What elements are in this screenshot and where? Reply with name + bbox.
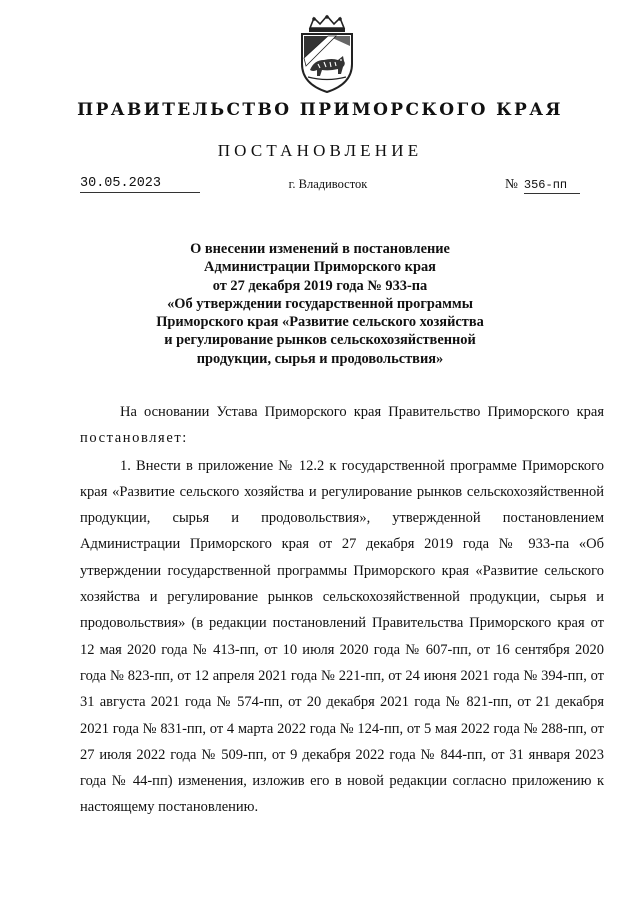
document-city: г. Владивосток	[288, 177, 368, 191]
government-title: ПРАВИТЕЛЬСТВО ПРИМОРСКОГО КРАЯ	[77, 100, 563, 120]
intro-resolves: постановляет:	[80, 430, 188, 447]
subject-line: продукции, сырья и продовольствия»	[196, 350, 444, 367]
intro-text: На основании Устава Приморского края Правительство Приморского края	[120, 404, 604, 420]
subject-line: О внесении изменений в постановление	[190, 241, 450, 257]
intro-paragraph	[80, 399, 604, 452]
document-number	[505, 176, 585, 194]
number-value: 356-пп	[524, 178, 580, 194]
document-subject	[130, 240, 510, 368]
subject-line: от 27 декабря 2019 года № 933-па	[212, 277, 428, 294]
document-meta-row	[0, 176, 640, 200]
number-label: №	[505, 176, 518, 191]
document-body	[80, 399, 604, 822]
subject-line: Приморского края «Развитие сельского хозяйства	[156, 314, 484, 331]
subject-line: Администрации Приморского края	[204, 259, 436, 276]
document-type: ПОСТАНОВЛЕНИЕ	[217, 141, 423, 160]
document-date: 30.05.2023	[80, 176, 200, 193]
paragraph-1: 1. Внести в приложение № 12.2 к государственной программе Приморского края «Развитие сельского хозяйства и регулирование рынков сельскохозяйственной продукции, сырья и продовольствия», утвержденной постановлением Администрации Приморского края от 27 декабря 2019 года № 933-па «Об утверждении государственной программы Приморского края «Развитие сельского хозяйства и регулирование рынков сельскохозяйственной продукции, сырья и продовольствия» (в редакции постановлений Правительства Приморского края от 12 мая 2020 года № 413-пп, от 10 июля 2020 года № 607-пп, от 16 сентября 2020 года № 823-пп, от 12 апреля 2021 года № 221-пп, от 24 июня 2021 года № 394-пп, от 31 августа 2021 года № 574-пп, от 20 декабря 2021 года № 821-пп, от 21 декабря 2021 года № 831-пп, от 4 марта 2022 года № 124-пп, от 5 мая 2022 года № 288-пп, от 27 июля 2022 года № 509-пп, от 9 декабря 2022 года № 844-пп, от 31 января 2023 года № 44-пп) изменения, изложив его в новой редакции согласно приложению к настоящему постановлению.	[80, 457, 604, 816]
coat-of-arms-icon	[296, 14, 358, 94]
subject-line: и регулирование рынков сельскохозяйственной	[164, 332, 476, 349]
subject-line: «Об утверждении государственной программы	[167, 295, 473, 312]
